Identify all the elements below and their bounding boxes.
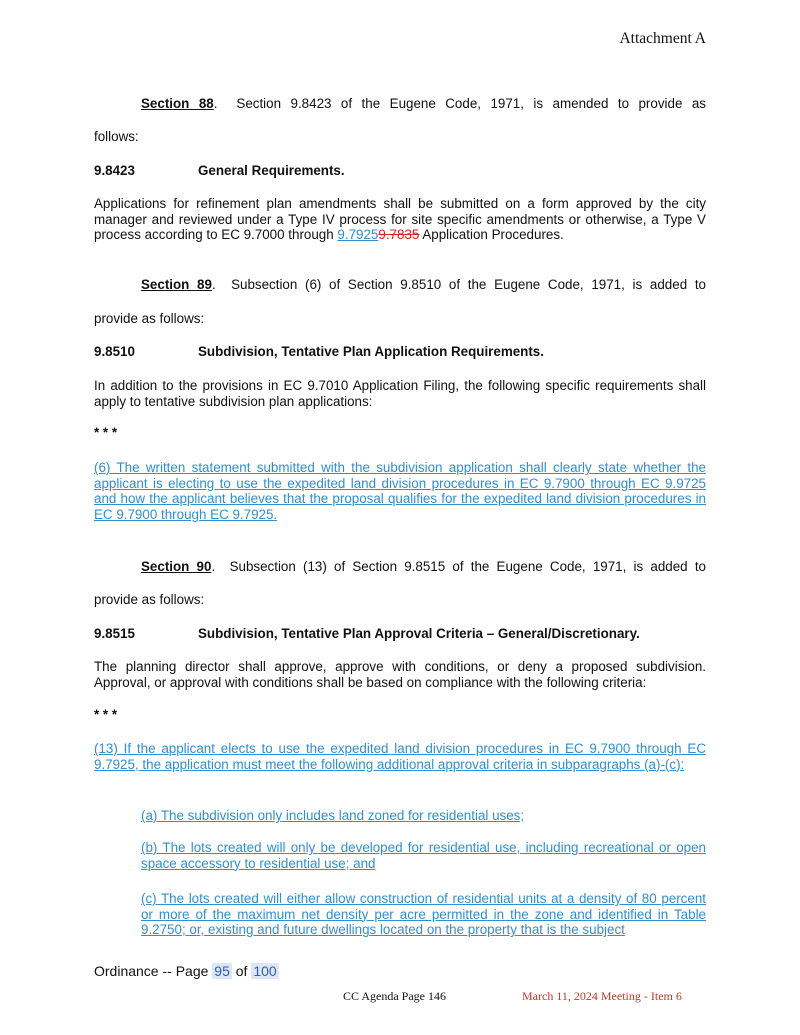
section-90-item-c: (c) The lots created will either allow construction of residential units at a density of 80 percent or more of the maximum net density per acre permitted in the zone and identified in Table 9.2750; or, existing and future dwellings located on the property that is the subject xyxy=(141,891,706,938)
ellipsis: * * * xyxy=(94,425,118,440)
section-90-intro: Section 90. Subsection (13) of Section 9.8515 of the Eugene Code, 1971, is added to xyxy=(141,559,706,574)
section-89-item-6: (6) The written statement submitted with the subdivision application shall clearly state whether the applicant is electing to use the expedited land division procedures in EC 9.7900 through EC 9.9725 and how the applicant believes that the proposal qualifies for the expedited land division procedures in EC 9.7900 through EC 9.7925. xyxy=(94,460,706,522)
section-90-label: Section 90 xyxy=(141,559,212,574)
inserted-text: 9.7925 xyxy=(337,227,379,243)
section-89-intro-text: Subsection (6) of Section 9.8510 of the Eugene Code, 1971, is added to xyxy=(231,277,706,292)
page-footer xyxy=(94,963,279,979)
heading-title: Subdivision, Tentative Plan Approval Criteria – General/Discretionary. xyxy=(198,626,640,641)
code-9-8510: 9.8510 xyxy=(94,344,135,359)
page-number: 95 xyxy=(214,963,230,979)
attachment-label: Attachment A xyxy=(619,30,706,47)
heading-title: General Requirements. xyxy=(198,163,345,178)
section-89-body: In addition to the provisions in EC 9.7010 Application Filing, the following specific requirements shall apply to tentative subdivision plan applications: xyxy=(94,378,706,409)
section-88-intro: Section 88. Section 9.8423 of the Eugene Code, 1971, is amended to provide as xyxy=(141,96,707,111)
section-88-cont: follows: xyxy=(94,129,139,144)
ellipsis: * * * xyxy=(94,707,118,722)
section-90-item-13: (13) If the applicant elects to use the expedited land division procedures in EC 9.7900 through EC 9.7925, the application must meet the following additional approval criteria in subparagraphs (a)-(c): xyxy=(94,741,706,772)
section-88-intro-text: Section 9.8423 of the Eugene Code, 1971, is amended to provide as xyxy=(236,96,707,111)
section-89-cont: provide as follows: xyxy=(94,311,205,326)
meeting-label: March 11, 2024 Meeting - Item 6 xyxy=(522,989,682,1003)
section-90-heading xyxy=(94,626,706,642)
section-89-label: Section 89 xyxy=(141,277,212,292)
section-90-body: The planning director shall approve, approve with conditions, or deny a proposed subdivision. Approval, or approval with conditions shall be based on compliance with the following criteria: xyxy=(94,659,706,690)
section-90-cont: provide as follows: xyxy=(94,592,205,607)
code-9-8515: 9.8515 xyxy=(94,626,135,641)
section-89-heading xyxy=(94,344,706,360)
section-88-heading xyxy=(94,163,706,179)
heading-title: Subdivision, Tentative Plan Application Requirements. xyxy=(198,344,544,359)
total-pages: 100 xyxy=(253,963,277,979)
section-90-item-b: (b) The lots created will only be developed for residential use, including recreational or open space accessory to residential use; and xyxy=(141,840,706,871)
section-89-intro: Section 89. Subsection (6) of Section 9.8510 of the Eugene Code, 1971, is added to xyxy=(141,277,706,292)
deleted-text: 9.7835 xyxy=(378,227,420,243)
body-text-end: Application Procedures. xyxy=(419,227,564,243)
section-88-label: Section 88 xyxy=(141,96,214,111)
section-88-body xyxy=(94,196,706,243)
agenda-page: CC Agenda Page 146 xyxy=(343,989,446,1003)
code-9-8423: 9.8423 xyxy=(94,163,135,178)
section-90-item-a: (a) The subdivision only includes land zoned for residential uses; xyxy=(141,808,525,823)
section-90-intro-text: Subsection (13) of Section 9.8515 of the Eugene Code, 1971, is added to xyxy=(229,559,706,574)
ordinance-label: Ordinance -- Page xyxy=(94,963,209,979)
body-text: Applications for refinement plan amendments shall be submitted on a form approved by the city manager and reviewed under a Type IV process for site specific amendments or otherwise, a Type V process according to EC 9.7000 through xyxy=(94,196,706,243)
of-label: of xyxy=(235,963,248,979)
